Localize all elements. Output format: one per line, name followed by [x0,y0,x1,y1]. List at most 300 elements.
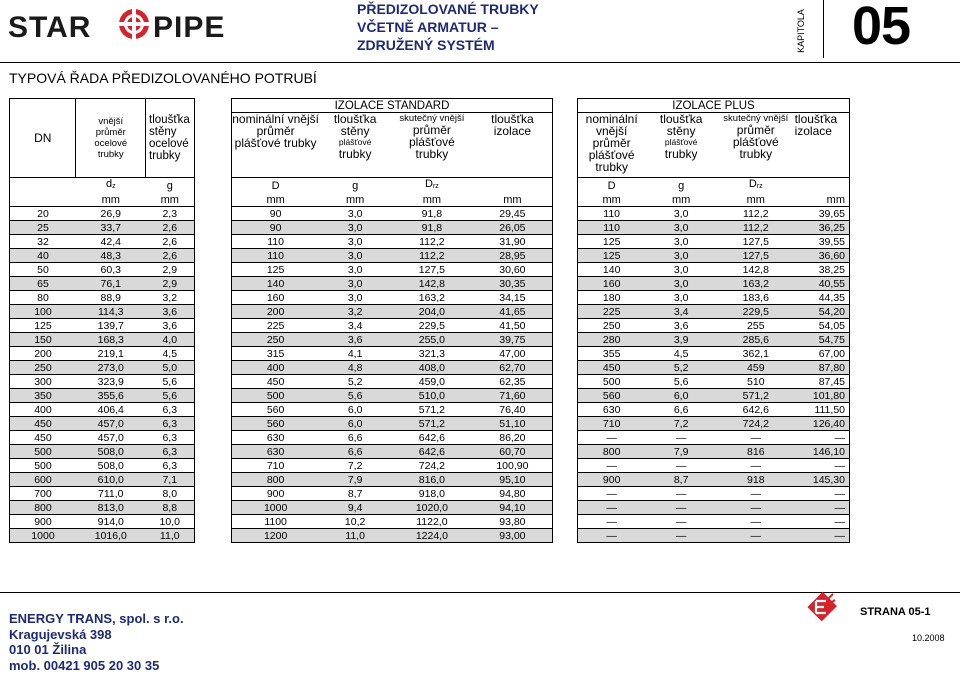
table-row [578,515,850,529]
table-row [10,389,195,403]
plus-D-cell: 125 [578,249,646,263]
plus-insulation-cell: 101,80 [795,389,850,403]
standard-Drz-cell: 91,8 [391,221,473,235]
plus-insulation-cell: 54,20 [795,305,850,319]
standard-Drz-cell: 571,2 [391,403,473,417]
plus-g-cell: — [645,529,717,543]
plus-Drz-cell: 510 [717,375,795,389]
table-row [10,277,195,291]
standard-Drz-cell: 1122,0 [391,515,473,529]
dn-cell: 350 [10,389,76,403]
plus-Drz-cell: — [717,431,795,445]
plus-D-cell: 800 [578,445,646,459]
plus-D-cell: 630 [578,403,646,417]
standard-D-cell: 110 [232,249,320,263]
standard-insulation-cell: 31,90 [473,235,553,249]
standard-insulation-cell: 30,60 [473,263,553,277]
plus-g-cell: 7,9 [645,445,717,459]
standard-insulation-cell: 39,75 [473,333,553,347]
standard-insulation-cell: 94,80 [473,487,553,501]
table-row [578,403,850,417]
plus-Drz-cell: 918 [717,473,795,487]
symbol-dz: dz [105,178,116,190]
steel-outer-diameter-cell: 355,6 [76,389,146,403]
logo-star-icon [119,9,149,39]
plus-insulation-cell: — [795,459,850,473]
steel-outer-diameter-cell: 406,4 [76,403,146,417]
plus-insulation-cell: 40,55 [795,277,850,291]
dn-cell: 200 [10,347,76,361]
table-row [578,319,850,333]
table-row [232,375,553,389]
izolace-standard-title: IZOLACE STANDARD [232,99,553,113]
plus-Drz-cell: 183,6 [717,291,795,305]
plus-insulation-cell: 44,35 [795,291,850,305]
standard-Drz-cell: 142,8 [391,277,473,291]
standard-g-cell: 3,0 [319,235,391,249]
table-row [578,445,850,459]
standard-D-cell: 630 [232,445,320,459]
izolace-plus-table [577,98,850,543]
kapitola-number: 05 [852,0,911,56]
table-row [232,487,553,501]
plus-Drz-cell: — [717,487,795,501]
unit-g: mm [319,193,391,207]
standard-insulation-header: tloušťka izolace [473,113,553,178]
dn-cell: 1000 [10,529,76,543]
plus-D-cell: 560 [578,389,646,403]
plus-g-cell: 8,7 [645,473,717,487]
plus-insulation-cell: 67,00 [795,347,850,361]
steel-wall-thickness-cell: 11,0 [146,529,195,543]
plus-D-cell: — [578,515,646,529]
standard-Drz-cell: 163,2 [391,291,473,305]
symbol-g-standard: g [352,179,359,192]
table-row [232,501,553,515]
plus-insulation-cell: 54,75 [795,333,850,347]
standard-g-cell: 3,0 [319,249,391,263]
table-row [10,529,195,543]
steel-wall-thickness-cell: 5,6 [146,389,195,403]
plus-insulation-cell: 87,45 [795,375,850,389]
steel-wall-thickness-cell: 6,3 [146,459,195,473]
plus-D-cell: — [578,431,646,445]
standard-Drz-cell: 112,2 [391,249,473,263]
kapitola-divider [823,0,824,58]
table-row [578,221,850,235]
table-row [232,319,553,333]
standard-Drz-cell: 642,6 [391,445,473,459]
standard-insulation-cell: 60,70 [473,445,553,459]
plus-insulation-cell: 38,25 [795,263,850,277]
plus-D-cell: 280 [578,333,646,347]
company-street: Kragujevská 398 [9,626,112,642]
plus-D-cell: 180 [578,291,646,305]
table-row [578,361,850,375]
plus-g-cell: 3,0 [645,207,717,221]
standard-Drz-cell: 724,2 [391,459,473,473]
table-row [232,347,553,361]
standard-g-cell: 6,0 [319,403,391,417]
steel-outer-diameter-cell: 76,1 [76,277,146,291]
plus-insulation-cell: — [795,431,850,445]
table-row [10,361,195,375]
table-row [10,305,195,319]
symbol-Drz-plus: Drz [748,178,763,190]
plus-Drz-cell: — [717,501,795,515]
standard-g-cell: 3,6 [319,333,391,347]
steel-outer-diameter-cell: 457,0 [76,417,146,431]
company-city: 010 01 Žilina [9,642,87,657]
table-row [232,235,553,249]
steel-outer-diameter-cell: 1016,0 [76,529,146,543]
standard-g-cell: 3,2 [319,305,391,319]
standard-g-cell: 3,0 [319,221,391,235]
standard-g-cell: 9,4 [319,501,391,515]
standard-D-cell: 225 [232,319,320,333]
standard-insulation-cell: 51,10 [473,417,553,431]
standard-Drz-cell: 91,8 [391,207,473,221]
plus-insulation-cell: 126,40 [795,417,850,431]
standard-D-cell: 560 [232,403,320,417]
dn-cell: 80 [10,291,76,305]
standard-Drz-cell: 816,0 [391,473,473,487]
symbol-Drz: Drz [424,178,439,190]
standard-Drz-cell: 918,0 [391,487,473,501]
standard-D-cell: 160 [232,291,320,305]
table-row [232,221,553,235]
standard-Drz-cell: 1224,0 [391,529,473,543]
starpipe-logo [8,6,258,42]
plus-insulation-cell: 145,30 [795,473,850,487]
steel-outer-diameter-cell: 813,0 [76,501,146,515]
standard-insulation-cell: 62,35 [473,375,553,389]
plus-D-cell: 160 [578,277,646,291]
dn-cell: 600 [10,473,76,487]
dn-cell: 65 [10,277,76,291]
plus-D-cell: 250 [578,319,646,333]
dn-cell: 100 [10,305,76,319]
title-line-2: VČETNĚ ARMATUR – [357,19,499,35]
table-row [578,277,850,291]
steel-wall-thickness-cell: 8,8 [146,501,195,515]
company-info [9,611,184,673]
plus-g-cell: 3,6 [645,319,717,333]
plus-Drz-cell: 285,6 [717,333,795,347]
plus-g-cell: — [645,459,717,473]
unit-D: mm [232,193,320,207]
standard-g-cell: 8,7 [319,487,391,501]
standard-g-cell: 3,0 [319,277,391,291]
table-row [232,515,553,529]
plus-Drz-cell: 571,2 [717,389,795,403]
table-row [578,347,850,361]
standard-Drz-cell: 1020,0 [391,501,473,515]
plus-g-cell: — [645,501,717,515]
table-row [10,375,195,389]
table-row [232,445,553,459]
standard-D-cell: 560 [232,417,320,431]
table-row [232,305,553,319]
dn-cell: 500 [10,445,76,459]
table-row [578,291,850,305]
standard-D-header: nominální vnější průměr plášťové trubky [232,113,320,178]
steel-outer-diameter-cell: 273,0 [76,361,146,375]
plus-D-cell: 355 [578,347,646,361]
table-row [578,473,850,487]
steel-wall-thickness-cell: 2,6 [146,221,195,235]
standard-g-cell: 7,9 [319,473,391,487]
standard-g-cell: 3,0 [319,207,391,221]
steel-pipe-table [9,98,195,543]
steel-outer-diameter-cell: 42,4 [76,235,146,249]
symbol-g-plus: g [678,179,685,192]
plus-rows [578,207,850,543]
standard-g-cell: 6,0 [319,417,391,431]
standard-Drz-cell: 321,3 [391,347,473,361]
plus-Drz-cell: 127,5 [717,249,795,263]
plus-g-cell: 3,0 [645,277,717,291]
plus-insulation-cell: 39,55 [795,235,850,249]
standard-D-cell: 800 [232,473,320,487]
steel-wall-thickness-cell: 5,6 [146,375,195,389]
plus-g-cell: 3,0 [645,263,717,277]
standard-insulation-cell: 28,95 [473,249,553,263]
plus-insulation-cell: 36,60 [795,249,850,263]
unit-Drz: mm [391,193,473,207]
standard-D-cell: 1000 [232,501,320,515]
plus-insulation-cell: 54,05 [795,319,850,333]
standard-insulation-cell: 30,35 [473,277,553,291]
dn-cell: 50 [10,263,76,277]
standard-Drz-cell: 510,0 [391,389,473,403]
plus-D-cell: 110 [578,221,646,235]
dn-cell: 25 [10,221,76,235]
plus-g-cell: 3,0 [645,249,717,263]
steel-wall-thickness-header: tloušťka stěny ocelové trubky [146,99,195,178]
standard-g-cell: 3,0 [319,291,391,305]
standard-insulation-cell: 93,00 [473,529,553,543]
symbol-D-plus: D [578,178,646,194]
standard-g-cell: 5,6 [319,389,391,403]
plus-g-cell: 3,0 [645,221,717,235]
table-row [10,249,195,263]
table-row [578,263,850,277]
plus-D-cell: 140 [578,263,646,277]
steel-outer-diameter-cell: 610,0 [76,473,146,487]
standard-D-cell: 125 [232,263,320,277]
symbol-g: g [146,178,195,194]
izolace-plus-title: IZOLACE PLUS [578,99,850,113]
plus-D-cell: 710 [578,417,646,431]
table-row [10,235,195,249]
plus-D-cell: — [578,487,646,501]
symbol-D: D [232,178,320,194]
unit-Drz-plus: mm [717,193,795,207]
plus-g-cell: — [645,487,717,501]
standard-g-cell: 3,0 [319,263,391,277]
plus-Drz-cell: 142,8 [717,263,795,277]
plus-Drz-cell: 816 [717,445,795,459]
header-rule [0,62,960,63]
steel-outer-diameter-header: vnější průměr ocelové trubky [76,99,146,178]
table-row [10,417,195,431]
plus-insulation-cell: 36,25 [795,221,850,235]
standard-insulation-cell: 100,90 [473,459,553,473]
table-row [10,347,195,361]
standard-Drz-cell: 642,6 [391,431,473,445]
plus-D-cell: 110 [578,207,646,221]
plus-insulation-header: tloušťka izolace [795,113,850,178]
standard-insulation-cell: 41,50 [473,319,553,333]
plus-insulation-cell: 87,80 [795,361,850,375]
table-row [232,417,553,431]
standard-g-header: tloušťka stěny plášťové trubky [319,113,391,178]
plus-g-cell: 5,2 [645,361,717,375]
document-title [357,0,587,54]
steel-outer-diameter-cell: 457,0 [76,431,146,445]
table-row [578,389,850,403]
steel-outer-diameter-cell: 508,0 [76,459,146,473]
table-row [10,501,195,515]
plus-g-header: tloušťka stěny plášťové trubky [645,113,717,178]
table-row [10,221,195,235]
steel-pipe-rows [10,207,195,543]
table-row [232,277,553,291]
table-row [10,319,195,333]
plus-g-cell: 3,0 [645,235,717,249]
energy-trans-logo-icon [806,590,838,624]
standard-Drz-cell: 204,0 [391,305,473,319]
plus-g-cell: — [645,431,717,445]
standard-g-cell: 3,4 [319,319,391,333]
dn-cell: 300 [10,375,76,389]
plus-Drz-cell: 229,5 [717,305,795,319]
steel-wall-thickness-cell: 5,0 [146,361,195,375]
dn-cell: 125 [10,319,76,333]
table-row [232,249,553,263]
standard-insulation-cell: 71,60 [473,389,553,403]
steel-outer-diameter-cell: 168,3 [76,333,146,347]
steel-outer-diameter-cell: 711,0 [76,487,146,501]
dn-cell: 40 [10,249,76,263]
standard-g-cell: 5,2 [319,375,391,389]
steel-outer-diameter-cell: 60,3 [76,263,146,277]
steel-wall-thickness-cell: 2,6 [146,249,195,263]
steel-wall-thickness-cell: 4,0 [146,333,195,347]
dn-cell: 500 [10,459,76,473]
steel-wall-thickness-cell: 2,3 [146,207,195,221]
table-row [232,459,553,473]
standard-g-cell: 10,2 [319,515,391,529]
unit-dz: mm [76,193,146,207]
unit-insulation-plus: mm [795,193,850,207]
standard-Drz-cell: 408,0 [391,361,473,375]
logo-text-left: STAR [8,11,92,42]
table-row [578,249,850,263]
dn-header: DN [10,99,76,178]
steel-outer-diameter-cell: 914,0 [76,515,146,529]
standard-D-cell: 1200 [232,529,320,543]
steel-wall-thickness-cell: 2,9 [146,263,195,277]
table-row [10,515,195,529]
steel-outer-diameter-cell: 26,9 [76,207,146,221]
table-row [232,291,553,305]
table-row [232,361,553,375]
unit-D-plus: mm [578,193,646,207]
standard-Drz-cell: 255,0 [391,333,473,347]
plus-D-cell: — [578,529,646,543]
table-row [578,501,850,515]
plus-g-cell: 6,6 [645,403,717,417]
standard-D-cell: 315 [232,347,320,361]
table-row [578,207,850,221]
plus-insulation-cell: — [795,487,850,501]
standard-g-cell: 6,6 [319,431,391,445]
plus-Drz-cell: — [717,459,795,473]
steel-wall-thickness-cell: 7,1 [146,473,195,487]
plus-D-cell: 450 [578,361,646,375]
standard-D-cell: 710 [232,459,320,473]
plus-insulation-cell: — [795,501,850,515]
dn-cell: 32 [10,235,76,249]
dn-cell: 150 [10,333,76,347]
plus-D-cell: — [578,501,646,515]
standard-insulation-cell: 29,45 [473,207,553,221]
standard-Drz-header: skutečný vnější průměr plášťové trubky [391,113,473,178]
steel-wall-thickness-cell: 3,6 [146,319,195,333]
table-row [10,445,195,459]
steel-wall-thickness-cell: 8,0 [146,487,195,501]
plus-insulation-cell: — [795,515,850,529]
table-row [578,333,850,347]
standard-Drz-cell: 127,5 [391,263,473,277]
plus-Drz-cell: — [717,529,795,543]
standard-insulation-cell: 95,10 [473,473,553,487]
steel-wall-thickness-cell: 3,6 [146,305,195,319]
plus-insulation-cell: 146,10 [795,445,850,459]
standard-D-cell: 250 [232,333,320,347]
steel-wall-thickness-cell: 6,3 [146,431,195,445]
standard-rows [232,207,553,543]
table-row [578,305,850,319]
plus-Drz-cell: 724,2 [717,417,795,431]
steel-outer-diameter-cell: 114,3 [76,305,146,319]
plus-g-cell: 7,2 [645,417,717,431]
plus-Drz-cell: — [717,515,795,529]
plus-D-cell: 225 [578,305,646,319]
plus-insulation-cell: 111,50 [795,403,850,417]
table-row [578,235,850,249]
standard-D-cell: 90 [232,221,320,235]
plus-Drz-cell: 255 [717,319,795,333]
plus-D-cell: — [578,459,646,473]
dn-cell: 250 [10,361,76,375]
plus-g-cell: — [645,515,717,529]
standard-insulation-cell: 62,70 [473,361,553,375]
table-row [10,487,195,501]
title-line-3: ZDRUŽENÝ SYSTÉM [357,37,495,53]
page-number: STRANA 05-1 [860,606,931,618]
dn-cell: 450 [10,431,76,445]
plus-Drz-cell: 362,1 [717,347,795,361]
standard-D-cell: 90 [232,207,320,221]
table-row [10,403,195,417]
steel-wall-thickness-cell: 3,2 [146,291,195,305]
table-row [10,291,195,305]
standard-g-cell: 4,1 [319,347,391,361]
izolace-standard-table [231,98,553,543]
